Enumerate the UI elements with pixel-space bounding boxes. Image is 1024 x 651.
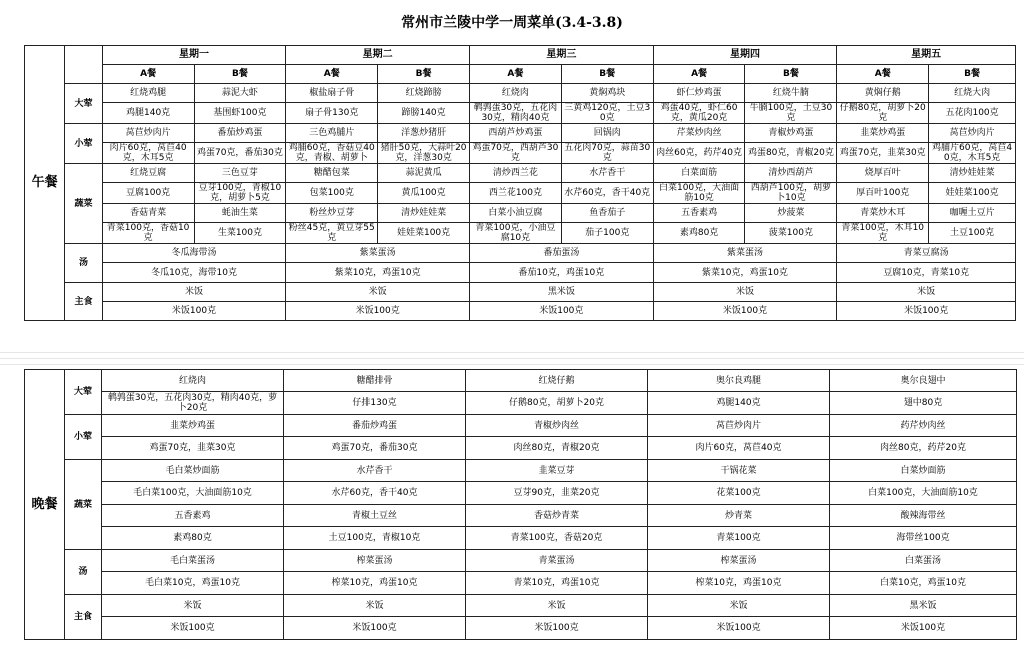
dish-name: 蚝油生菜: [194, 204, 286, 223]
lunch-tang-name-row: [25, 244, 1016, 263]
dish-detail: 鹌鹑蛋30克，五花肉30克，精肉40克: [470, 103, 562, 124]
category-dahun: 大荤: [65, 370, 102, 415]
dish-detail: 榨菜10克，鸡蛋10克: [648, 572, 830, 595]
corner-cell: [65, 46, 102, 84]
dish-name: 烧厚百叶: [837, 164, 929, 183]
dish-detail: 豆腐100克: [102, 183, 194, 204]
category-tang: 汤: [65, 550, 102, 595]
dish-detail: 榨菜10克，鸡蛋10克: [284, 572, 466, 595]
dish-name: 糖醋包菜: [286, 164, 378, 183]
dish-detail: 水芹60克，香干40克: [561, 183, 653, 204]
gridline: [0, 352, 1024, 353]
dinner-menu-table: [24, 369, 1017, 640]
dish-detail: 水芹60克，香干40克: [284, 482, 466, 505]
dish-name: 莴苣炒肉片: [102, 124, 194, 143]
dish-name: 白菜蛋汤: [830, 550, 1017, 572]
dish-name: 咖喱土豆片: [929, 204, 1016, 223]
dish-detail: 粉丝45克，黄豆芽55克: [286, 223, 378, 244]
category-shucai: 蔬菜: [65, 164, 102, 244]
dish-detail: 豆芽100克，青椒10克，胡萝卜5克: [194, 183, 286, 204]
dish-name: 紫菜蛋汤: [653, 244, 837, 263]
dish-name: 三色鸡脯片: [286, 124, 378, 143]
category-zhushi: 主食: [65, 283, 102, 321]
dish-name: 香菇炒青菜: [466, 505, 648, 527]
dish-detail: 米饭100克: [284, 617, 466, 640]
dish-name: 米饭: [648, 595, 830, 617]
dish-name: 椒盐扇子骨: [286, 84, 378, 103]
dish-detail: 花菜100克: [648, 482, 830, 505]
dish-name: 鱼香茄子: [561, 204, 653, 223]
dish-detail: 白菜100克，大油面筋10克: [653, 183, 745, 204]
dish-detail: 鸡蛋70克，韭菜30克: [102, 437, 284, 460]
dish-name: 五香素鸡: [653, 204, 745, 223]
dish-name: 药芹炒肉丝: [830, 415, 1017, 437]
category-dahun: 大荤: [65, 84, 102, 124]
dish-name: 水芹香干: [561, 164, 653, 183]
gridline: [0, 364, 1024, 365]
dish-detail: 娃娃菜100克: [929, 183, 1016, 204]
dinner-shucai1-name-row: [25, 460, 1017, 482]
dish-detail: 牛腩100克，土豆30克: [745, 103, 837, 124]
dish-detail: 肉丝80克，青椒20克: [466, 437, 648, 460]
dish-name: 红烧肉: [102, 370, 284, 392]
lunch-xiaohun-detail-row: [25, 143, 1016, 164]
dish-name: 番茄炒鸡蛋: [194, 124, 286, 143]
dish-detail: 肉丝80克，药芹20克: [830, 437, 1017, 460]
dish-detail: 青菜100克: [648, 527, 830, 550]
dish-name: 清炒西兰花: [470, 164, 562, 183]
dinner-shucai2-name-row: [25, 505, 1017, 527]
dish-detail: 五花肉100克: [929, 103, 1016, 124]
dish-detail: 白菜10克，鸡蛋10克: [830, 572, 1017, 595]
dish-detail: 紫菜10克，鸡蛋10克: [653, 263, 837, 283]
dish-name: 红烧牛腩: [745, 84, 837, 103]
dish-detail: 海带丝100克: [830, 527, 1017, 550]
dish-detail: 素鸡80克: [102, 527, 284, 550]
dinner-zhushi-detail-row: [25, 617, 1017, 640]
dish-detail: 土豆100克，青椒10克: [284, 527, 466, 550]
page-title: 常州市兰陵中学一周菜单(3.4-3.8): [401, 15, 623, 31]
dinner-zhushi-name-row: [25, 595, 1017, 617]
dish-detail: 番茄10克，鸡蛋10克: [470, 263, 654, 283]
dish-detail: 米饭100克: [653, 302, 837, 321]
dish-detail: 仔鹅80克，胡萝卜20克: [837, 103, 929, 124]
dish-detail: 包菜100克: [286, 183, 378, 204]
dish-name: 毛白菜炒面筋: [102, 460, 284, 482]
dish-name: 青椒土豆丝: [284, 505, 466, 527]
dish-detail: 米饭100克: [648, 617, 830, 640]
dish-name: 莴苣炒肉片: [929, 124, 1016, 143]
dish-detail: 鸡脯60克，香菇豆40克，青椒、胡萝卜: [286, 143, 378, 164]
dish-name: 炒青菜: [648, 505, 830, 527]
dish-name: 米饭: [653, 283, 837, 302]
dish-name: 米饭: [102, 595, 284, 617]
dish-detail: 肉片60克，莴苣40克，木耳5克: [102, 143, 194, 164]
dish-name: 韭菜豆芽: [466, 460, 648, 482]
dish-name: 米饭: [466, 595, 648, 617]
dish-name: 榨菜蛋汤: [284, 550, 466, 572]
dish-name: 毛白菜蛋汤: [102, 550, 284, 572]
option-b-header: B餐: [561, 65, 653, 84]
dish-name: 奥尔良翅中: [830, 370, 1017, 392]
dish-detail: 毛白菜100克，大油面筋10克: [102, 482, 284, 505]
lunch-xiaohun-name-row: [25, 124, 1016, 143]
dish-name: 洋葱炒猪肝: [378, 124, 470, 143]
dish-detail: 青菜10克，鸡蛋10克: [466, 572, 648, 595]
dish-name: 蒜泥大虾: [194, 84, 286, 103]
option-header-row: [25, 65, 1016, 84]
dish-detail: 米饭100克: [470, 302, 654, 321]
dish-detail: 米饭100克: [466, 617, 648, 640]
category-xiaohun: 小荤: [65, 415, 102, 460]
dish-name: 黄焖鸡块: [561, 84, 653, 103]
dish-detail: 鸡脯片60克，莴苣40克，木耳5克: [929, 143, 1016, 164]
dish-detail: 鸡蛋70克，西葫芦30克: [470, 143, 562, 164]
dish-name: 青椒炒肉丝: [466, 415, 648, 437]
dish-name: 米饭: [837, 283, 1016, 302]
dish-name: 回锅肉: [561, 124, 653, 143]
dish-detail: 仔排130克: [284, 392, 466, 415]
lunch-menu-table: [24, 45, 1016, 321]
dish-detail: 米饭100克: [830, 617, 1017, 640]
dish-detail: 菠菜100克: [745, 223, 837, 244]
option-a-header: A餐: [837, 65, 929, 84]
dish-name: 炒菠菜: [745, 204, 837, 223]
dinner-tang-detail-row: [25, 572, 1017, 595]
dish-name: 香菇青菜: [102, 204, 194, 223]
category-zhushi: 主食: [65, 595, 102, 640]
dish-name: 奥尔良鸡腿: [648, 370, 830, 392]
lunch-dahun-name-row: [25, 84, 1016, 103]
dish-name: 黄焖仔鹅: [837, 84, 929, 103]
category-tang: 汤: [65, 244, 102, 283]
dish-detail: 生菜100克: [194, 223, 286, 244]
option-b-header: B餐: [194, 65, 286, 84]
dish-detail: 鸡蛋80克，青椒20克: [745, 143, 837, 164]
dish-detail: 娃娃菜100克: [378, 223, 470, 244]
option-a-header: A餐: [653, 65, 745, 84]
dish-name: 榨菜蛋汤: [648, 550, 830, 572]
day-header: 星期四: [653, 46, 837, 65]
dinner-shucai1-detail-row: [25, 482, 1017, 505]
dish-name: 黑米饭: [470, 283, 654, 302]
dish-detail: 西兰花100克: [470, 183, 562, 204]
dish-detail: 仔鹅80克，胡萝卜20克: [466, 392, 648, 415]
option-b-header: B餐: [929, 65, 1016, 84]
dish-name: 糖醋排骨: [284, 370, 466, 392]
dish-detail: 鸡腿140克: [648, 392, 830, 415]
dish-name: 蒜泥黄瓜: [378, 164, 470, 183]
dish-name: 虾仁炒鸡蛋: [653, 84, 745, 103]
dinner-xiaohun-detail-row: [25, 437, 1017, 460]
dish-name: 西葫芦炒鸡蛋: [470, 124, 562, 143]
dish-name: 白菜面筋: [653, 164, 745, 183]
dish-detail: 青菜100克，木耳10克: [837, 223, 929, 244]
dish-name: 米饭: [284, 595, 466, 617]
dish-name: 米饭: [102, 283, 286, 302]
dish-detail: 茄子100克: [561, 223, 653, 244]
dish-name: 冬瓜海带汤: [102, 244, 286, 263]
lunch-label: 午餐: [25, 46, 65, 321]
dish-detail: 鸡腿140克: [102, 103, 194, 124]
dish-name: 黑米饭: [830, 595, 1017, 617]
day-header: 星期五: [837, 46, 1016, 65]
dish-name: 红烧仔鹅: [466, 370, 648, 392]
dish-name: 红烧大肉: [929, 84, 1016, 103]
day-header: 星期二: [286, 46, 470, 65]
dish-detail: 蹄膀140克: [378, 103, 470, 124]
dish-name: 芹菜炒肉丝: [653, 124, 745, 143]
dinner-xiaohun-name-row: [25, 415, 1017, 437]
dish-name: 青菜炒木耳: [837, 204, 929, 223]
dish-name: 干锅花菜: [648, 460, 830, 482]
category-shucai: 蔬菜: [65, 460, 102, 550]
dish-detail: 米饭100克: [102, 302, 286, 321]
lunch-tang-detail-row: [25, 263, 1016, 283]
dish-name: 米饭: [286, 283, 470, 302]
dish-name: 水芹香干: [284, 460, 466, 482]
dish-name: 韭菜炒鸡蛋: [837, 124, 929, 143]
dish-detail: 米饭100克: [102, 617, 284, 640]
dish-name: 清炒西葫芦: [745, 164, 837, 183]
dish-name: 粉丝炒豆芽: [286, 204, 378, 223]
dish-detail: 肉丝60克，药芹40克: [653, 143, 745, 164]
dish-detail: 三黄鸡120克，土豆30克: [561, 103, 653, 124]
dinner-shucai2-detail-row: [25, 527, 1017, 550]
dish-detail: 土豆100克: [929, 223, 1016, 244]
dish-name: 红烧蹄膀: [378, 84, 470, 103]
gridline: [0, 358, 1024, 359]
dish-name: 五香素鸡: [102, 505, 284, 527]
dish-detail: 鸡蛋70克，番茄30克: [284, 437, 466, 460]
dish-name: 红烧肉: [470, 84, 562, 103]
dish-name: 青菜豆腐汤: [837, 244, 1016, 263]
dish-name: 青菜蛋汤: [466, 550, 648, 572]
dish-detail: 鸡蛋70克，番茄30克: [194, 143, 286, 164]
day-header: 星期一: [102, 46, 286, 65]
lunch-zhushi-detail-row: [25, 302, 1016, 321]
dish-name: 三色豆芽: [194, 164, 286, 183]
dish-detail: 鸡蛋70克，韭菜30克: [837, 143, 929, 164]
dish-detail: 素鸡80克: [653, 223, 745, 244]
dish-name: 清炒娃娃菜: [378, 204, 470, 223]
dish-name: 红烧鸡腿: [102, 84, 194, 103]
option-b-header: B餐: [745, 65, 837, 84]
option-a-header: A餐: [286, 65, 378, 84]
dish-name: 红烧豆腐: [102, 164, 194, 183]
dish-detail: 青菜100克，小油豆腐10克: [470, 223, 562, 244]
dish-detail: 鹌鹑蛋30克，五花肉30克，精肉40克，萝卜20克: [102, 392, 284, 415]
dish-name: 青椒炒鸡蛋: [745, 124, 837, 143]
lunch-shucai1-name-row: [25, 164, 1016, 183]
lunch-shucai1-detail-row: [25, 183, 1016, 204]
dish-detail: 豆芽90克，韭菜20克: [466, 482, 648, 505]
option-b-header: B餐: [378, 65, 470, 84]
lunch-shucai2-detail-row: [25, 223, 1016, 244]
day-header: 星期三: [470, 46, 654, 65]
dish-detail: 猪肝50克，大蒜叶20克，洋葱30克: [378, 143, 470, 164]
dish-detail: 五花肉70克，蒜苗30克: [561, 143, 653, 164]
dish-name: 紫菜蛋汤: [286, 244, 470, 263]
dinner-dahun-name-row: [25, 370, 1017, 392]
dish-detail: 厚百叶100克: [837, 183, 929, 204]
dish-detail: 青菜100克，香菇10克: [102, 223, 194, 244]
dish-detail: 白菜100克，大油面筋10克: [830, 482, 1017, 505]
option-a-header: A餐: [470, 65, 562, 84]
dish-name: 番茄炒鸡蛋: [284, 415, 466, 437]
dish-name: 番茄蛋汤: [470, 244, 654, 263]
lunch-shucai2-name-row: [25, 204, 1016, 223]
dish-detail: 肉片60克，莴苣40克: [648, 437, 830, 460]
dish-detail: 紫菜10克，鸡蛋10克: [286, 263, 470, 283]
day-header-row: [25, 46, 1016, 65]
dish-detail: 西葫芦100克，胡萝卜10克: [745, 183, 837, 204]
dish-detail: 豆腐10克，青菜10克: [837, 263, 1016, 283]
dish-detail: 鸡蛋40克，虾仁60克，黄瓜20克: [653, 103, 745, 124]
dish-name: 白菜炒面筋: [830, 460, 1017, 482]
dish-detail: 米饭100克: [286, 302, 470, 321]
option-a-header: A餐: [102, 65, 194, 84]
dish-name: 酸辣海带丝: [830, 505, 1017, 527]
dish-detail: 青菜100克，香菇20克: [466, 527, 648, 550]
dish-name: 韭菜炒鸡蛋: [102, 415, 284, 437]
dinner-dahun-detail-row: [25, 392, 1017, 415]
dinner-tang-name-row: [25, 550, 1017, 572]
dish-detail: 冬瓜10克，海带10克: [102, 263, 286, 283]
dish-detail: 翅中80克: [830, 392, 1017, 415]
lunch-zhushi-name-row: [25, 283, 1016, 302]
dish-detail: 黄瓜100克: [378, 183, 470, 204]
dish-name: 莴苣炒肉片: [648, 415, 830, 437]
lunch-dahun-detail-row: [25, 103, 1016, 124]
dinner-label: 晚餐: [25, 370, 65, 640]
dish-name: 清炒娃娃菜: [929, 164, 1016, 183]
dish-detail: 米饭100克: [837, 302, 1016, 321]
dish-detail: 基围虾100克: [194, 103, 286, 124]
category-xiaohun: 小荤: [65, 124, 102, 164]
dish-detail: 毛白菜10克，鸡蛋10克: [102, 572, 284, 595]
dish-detail: 扇子骨130克: [286, 103, 378, 124]
dish-name: 白菜小油豆腐: [470, 204, 562, 223]
